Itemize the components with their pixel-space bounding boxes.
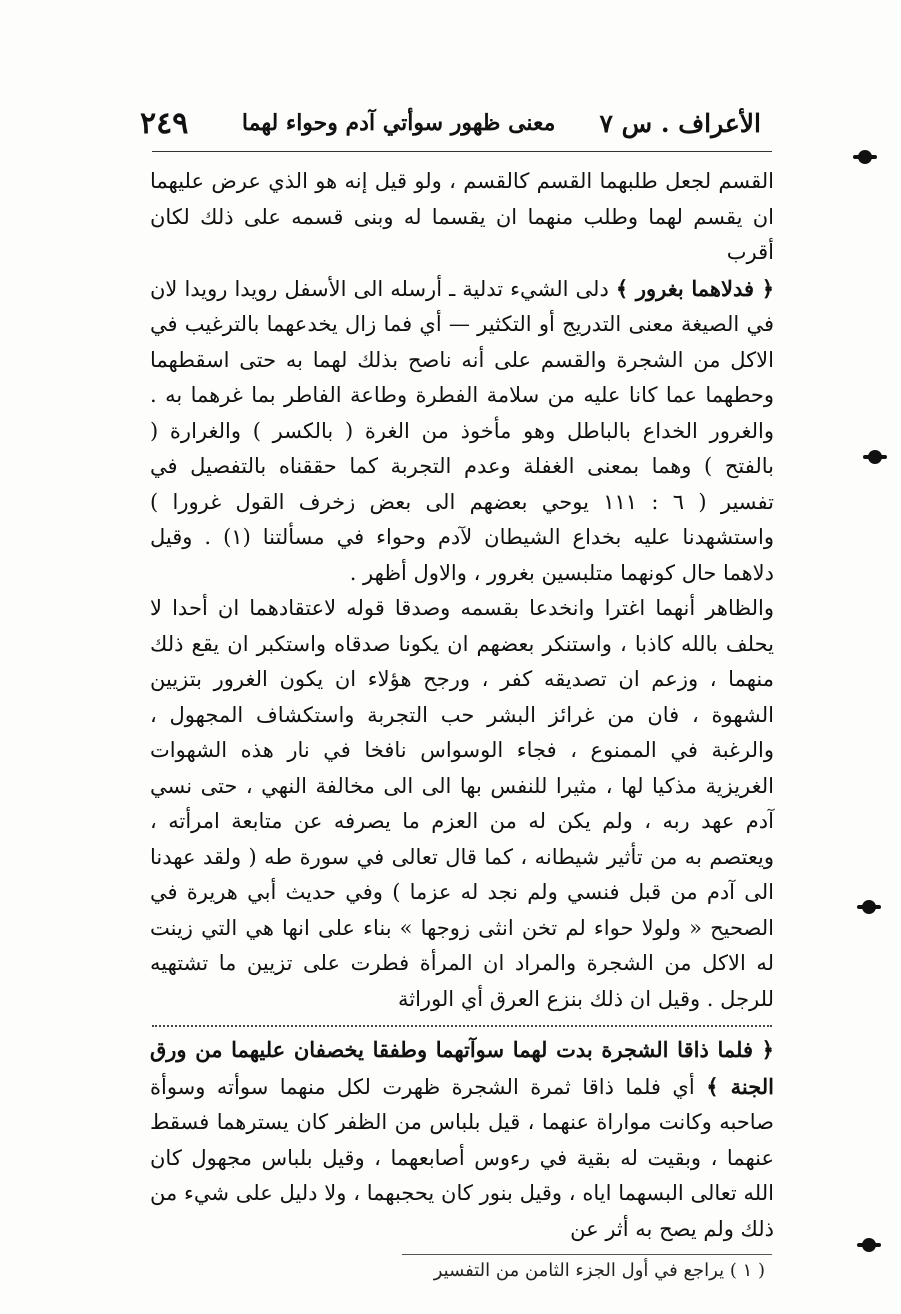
paragraph: والظاهر أنهما اغترا وانخدعا بقسمه وصدقا قوله لاعتقادهما ان أحدا لا يحلف بالله كاذبا ، واستنكر بعضهم ان يكونا صدقاه واستكبر ان يقع ذلك منهما ، وزعم ان تصديقه كفر ، ورجح هؤلاء ان يكون الغرور بتزيين الشهوة ، فان من غرائز البشر حب التجربة واستكشاف المجهول ، والرغبة في الممنوع ، فجاء الوسواس نافخا في نار هذه الشهوات الغريزية مذكيا لها ، مثيرا للنفس بها الى الى مخالفة النهي ، حتى نسي آدم عهد ربه ، ولم يكن له من العزم ما يصرفه عن متابعة امرأته ، ويعتصم به من تأثير شيطانه ، كما قال تعالى في سورة طه ( ولقد عهدنا الى آدم من قبل فنسي ولم نجد له عزما ) وفي حديث أبي هريرة في الصحيح « ولولا حواء لم تخن انثى زوجها » بناء على انها هي التي زينت له الاكل من الشجرة والمراد ان المرأة فطرت على تزيين ما تشتهيه للرجل . وقيل ان ذلك بنزع العرق أي الوراثة [150,596,774,1011]
running-header [140,98,761,148]
paragraph [150,1032,774,1247]
binding-hole-mark [868,450,882,464]
surah-label: الأعراف . س ٧ [599,108,761,138]
page-number: ٢٤٩ [140,105,189,141]
footnote-rule [402,1254,772,1255]
footnote: ( ١ ) يراجع في أول الجزء الثامن من التفسير [433,1260,765,1281]
binding-hole-mark [858,150,872,164]
quran-quote: ﴿ فدلاهما بغرور ﴾ [615,275,774,301]
paragraph-text: أي فلما ذاقا ثمرة الشجرة ظهرت لكل منهما سوأته وسوأة صاحبه وكانت مواراة عنهما ، قيل بلباس من الظفر كان يسترهما فسقط عنهما ، وبقيت له بقية في رءوس أصابعهما ، وقيل بلباس مجهول كان الله تعالى البسهما اياه ، وقيل بنور كان يحجبهما ، ولا دليل على شيء من ذلك ولم يصح به أثر عن [150,1074,774,1241]
quran-quote: ﴿ فلما ذاقا الشجرة بدت لهما سوآتهما وطفقا يخصفان عليهما من ورق الجنة ﴾ [150,1037,774,1099]
paragraph-text: دلى الشيء تدلية ـ أرسله الى الأسفل رويدا رويدا لان في الصيغة معنى التدريج أو التكثير — أي فما زال يخدعهما بالترغيب في الاكل من الشجرة والقسم على أنه ناصح بذلك لهما به حتى اسقطهما وحطهما عما كانا عليه من سلامة الفطرة وطاعة الفاطر بما غرهما به . والغرور الخداع بالباطل وهو مأخوذ من الغرة ( بالكسر ) والغرارة ( بالفتح ) وهما بمعنى الغفلة وعدم التجربة كما حققناه بالتفصيل في تفسير ( ٦ : ١١١ يوحي بعضهم الى بعض زخرف القول غرورا ) واستشهدنا عليه بخداع الشيطان لآدم وحواء في مسألتنا (١) . وقيل دلاهما حال كونهما متلبسين بغرور ، والاول أظهر . [150,276,774,585]
header-title: معنى ظهور سوأتي آدم وحواء لهما [241,110,556,136]
header-text [242,109,761,138]
paragraph: القسم لجعل طلبهما القسم كالقسم ، ولو قيل إنه هو الذي عرض عليهما ان يقسم لهما وطلب منهما ان يقسما له وبنى قسمه على ذلك لكان أقرب [150,169,774,264]
binding-hole-mark [862,1238,876,1252]
main-text [150,164,774,1017]
main-text-continued [150,1032,774,1247]
binding-hole-mark [862,900,876,914]
paragraph [150,271,774,592]
section-divider [152,1025,772,1027]
header-rule [152,151,772,152]
